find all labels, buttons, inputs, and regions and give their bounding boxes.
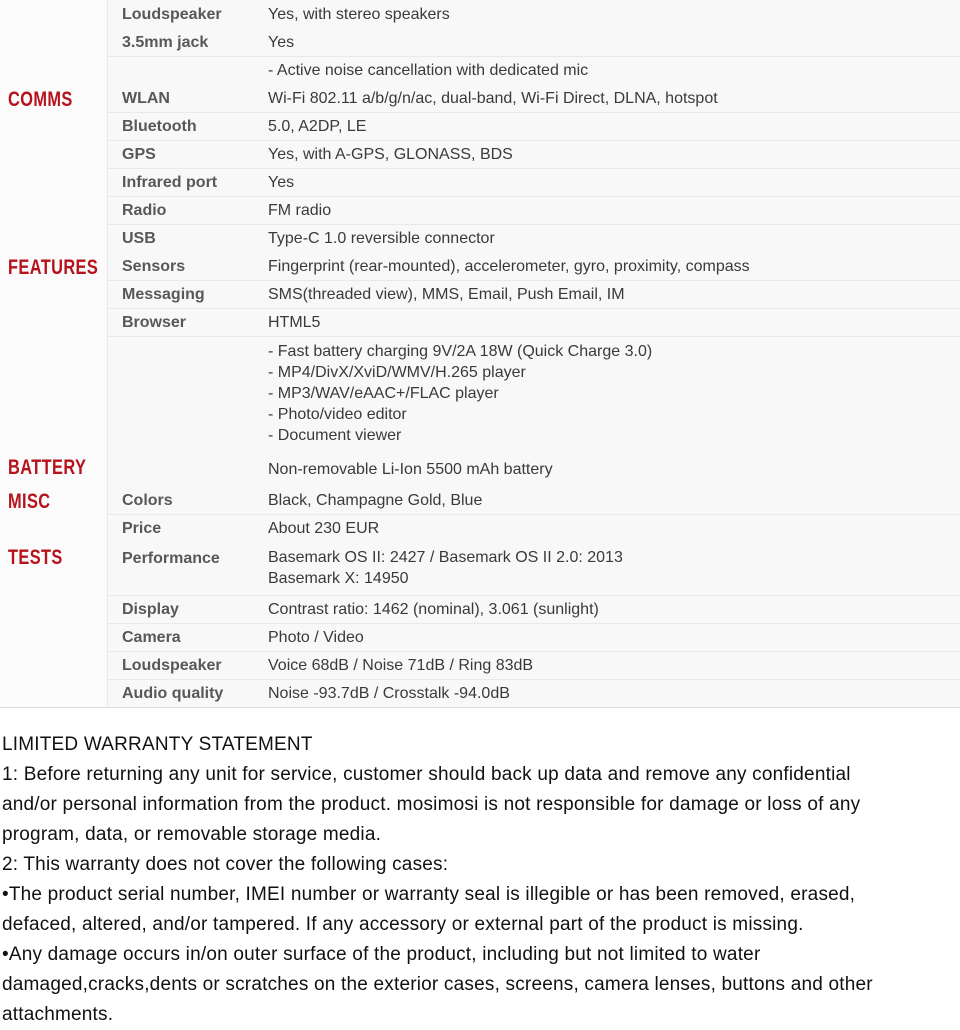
- spec-value: [268, 312, 960, 333]
- spec-value: [268, 284, 960, 305]
- table-row: [107, 140, 960, 168]
- warranty-section: [0, 730, 960, 1030]
- spec-value: [268, 627, 960, 648]
- spec-value: [268, 459, 960, 480]
- spec-name: Price: [122, 519, 162, 537]
- table-row: [107, 56, 960, 84]
- section-label: [0, 252, 107, 452]
- warranty-text-line: •Any damage occurs in/on outer surface of the product, including but not limited to water: [2, 944, 761, 965]
- spec-value-line: Yes: [268, 173, 295, 191]
- section-label: [0, 542, 107, 707]
- table-row: [107, 168, 960, 196]
- spec-name: 3.5mm jack: [122, 33, 209, 51]
- section-label: [0, 28, 107, 84]
- table-row: [107, 308, 960, 336]
- section-label: [0, 84, 107, 252]
- spec-value: [268, 228, 960, 249]
- section-label-text: FEATURES: [8, 256, 99, 279]
- table-row: [107, 679, 960, 707]
- spec-value: [268, 655, 960, 676]
- spec-value: [268, 172, 960, 193]
- spec-value: [268, 341, 960, 446]
- spec-value-line: FM radio: [268, 201, 332, 219]
- spec-name: Audio quality: [122, 684, 224, 702]
- spec-section: [0, 252, 960, 452]
- spec-value: [268, 683, 960, 704]
- spec-value-line: Non-removable Li-Ion 5500 mAh battery: [268, 460, 553, 478]
- spec-name: Loudspeaker: [122, 5, 222, 23]
- spec-section: [0, 542, 960, 707]
- spec-value-line: - Photo/video editor: [268, 406, 407, 423]
- table-row: [107, 112, 960, 140]
- table-row: [107, 280, 960, 308]
- spec-value-line: - Fast battery charging 9V/2A 18W (Quick Charge 3.0): [268, 343, 653, 360]
- spec-value: [268, 60, 960, 81]
- spec-value: [268, 144, 960, 165]
- table-row: [107, 623, 960, 651]
- warranty-text-line: and/or personal information from the product. mosimosi is not responsible for damage or loss of any: [2, 794, 861, 815]
- table-row: [107, 336, 960, 452]
- spec-name: Infrared port: [122, 173, 218, 191]
- spec-value-line: SMS(threaded view), MMS, Email, Push Email, IM: [268, 285, 625, 303]
- spec-value-line: - Active noise cancellation with dedicated mic: [268, 61, 589, 79]
- table-row: [107, 595, 960, 623]
- spec-name: WLAN: [122, 89, 170, 107]
- table-row: [107, 196, 960, 224]
- section-rows: [107, 84, 960, 252]
- warranty-text-line: attachments.: [2, 1004, 114, 1025]
- spec-value: [268, 490, 960, 511]
- spec-name: Browser: [122, 313, 187, 331]
- spec-section: [0, 28, 960, 84]
- spec-value-line: Yes, with stereo speakers: [268, 5, 450, 23]
- spec-value-line: Noise -93.7dB / Crosstalk -94.0dB: [268, 684, 510, 702]
- warranty-title: LIMITED WARRANTY STATEMENT: [2, 734, 313, 755]
- table-row: [107, 28, 960, 56]
- section-label-text: TESTS: [8, 546, 63, 569]
- spec-value-line: Fingerprint (rear-mounted), accelerometer, gyro, proximity, compass: [268, 257, 750, 275]
- table-row: [107, 0, 960, 28]
- spec-section: [0, 0, 960, 28]
- section-label: [0, 486, 107, 542]
- section-label-text: MISC: [8, 490, 51, 513]
- section-label-text: BATTERY: [8, 456, 87, 479]
- table-row: [107, 224, 960, 252]
- section-label: [0, 452, 107, 486]
- spec-value-line: - Document viewer: [268, 427, 402, 444]
- spec-section: [0, 84, 960, 252]
- spec-name: USB: [122, 229, 156, 247]
- warranty-text-line: defaced, altered, and/or tampered. If any accessory or external part of the product is missing.: [2, 914, 804, 935]
- spec-value-line: Voice 68dB / Noise 71dB / Ring 83dB: [268, 656, 534, 674]
- table-row: [107, 486, 960, 514]
- spec-value-line: Yes: [268, 33, 295, 51]
- table-row: [107, 514, 960, 542]
- spec-value-line: About 230 EUR: [268, 519, 380, 537]
- spec-value-line: Contrast ratio: 1462 (nominal), 3.061 (sunlight): [268, 600, 599, 618]
- table-row: [107, 452, 960, 486]
- section-rows: [107, 486, 960, 542]
- spec-value: [268, 547, 960, 589]
- spec-value: [268, 518, 960, 539]
- warranty-text-line: 1: Before returning any unit for service, customer should back up data and remove any confidential: [2, 764, 851, 785]
- spec-value: [268, 200, 960, 221]
- spec-value-line: Black, Champagne Gold, Blue: [268, 491, 483, 509]
- warranty-text-line: damaged,cracks,dents or scratches on the exterior cases, screens, camera lenses, buttons and other: [2, 974, 873, 995]
- section-rows: [107, 452, 960, 486]
- section-rows: [107, 542, 960, 707]
- section-label-text: COMMS: [8, 88, 73, 111]
- spec-value-line: Photo / Video: [268, 628, 364, 646]
- spec-value-line: Basemark OS II: 2427 / Basemark OS II 2.0: 2013: [268, 549, 623, 566]
- spec-value-line: Type-C 1.0 reversible connector: [268, 229, 495, 247]
- spec-section: [0, 486, 960, 542]
- section-label: [0, 0, 107, 28]
- warranty-text-line: •The product serial number, IMEI number or warranty seal is illegible or has been removed, erased,: [2, 884, 856, 905]
- spec-value-line: Wi-Fi 802.11 a/b/g/n/ac, dual-band, Wi-Fi Direct, DLNA, hotspot: [268, 89, 718, 107]
- warranty-text-line: 2: This warranty does not cover the following cases:: [2, 854, 449, 875]
- table-row: [107, 651, 960, 679]
- warranty-text-line: program, data, or removable storage media.: [2, 824, 382, 845]
- spec-value: [268, 88, 960, 109]
- spec-value: [268, 4, 960, 25]
- spec-name: Radio: [122, 201, 167, 219]
- spec-value: [268, 116, 960, 137]
- spec-name: Colors: [122, 491, 173, 509]
- spec-value-line: - MP3/WAV/eAAC+/FLAC player: [268, 385, 499, 402]
- spec-value-line: 5.0, A2DP, LE: [268, 117, 367, 135]
- spec-value-line: HTML5: [268, 313, 321, 331]
- spec-name: Performance: [122, 550, 220, 567]
- section-rows: [107, 28, 960, 84]
- table-row: [107, 252, 960, 280]
- section-rows: [107, 0, 960, 28]
- spec-name: Loudspeaker: [122, 656, 222, 674]
- spec-name: Messaging: [122, 285, 205, 303]
- table-row: [107, 84, 960, 112]
- spec-section: [0, 452, 960, 486]
- spec-name: GPS: [122, 145, 156, 163]
- spec-value: [268, 599, 960, 620]
- table-row: [107, 542, 960, 595]
- spec-name: [107, 341, 268, 342]
- spec-value-line: - MP4/DivX/XviD/WMV/H.265 player: [268, 364, 526, 381]
- spec-name: Bluetooth: [122, 117, 197, 135]
- spec-value: [268, 256, 960, 277]
- spec-name: Sensors: [122, 257, 186, 275]
- section-rows: [107, 252, 960, 452]
- spec-value-line: Basemark X: 14950: [268, 570, 409, 587]
- spec-value-line: Yes, with A-GPS, GLONASS, BDS: [268, 145, 513, 163]
- spec-name: Camera: [122, 628, 181, 646]
- spec-name: Display: [122, 600, 179, 618]
- spec-value: [268, 32, 960, 53]
